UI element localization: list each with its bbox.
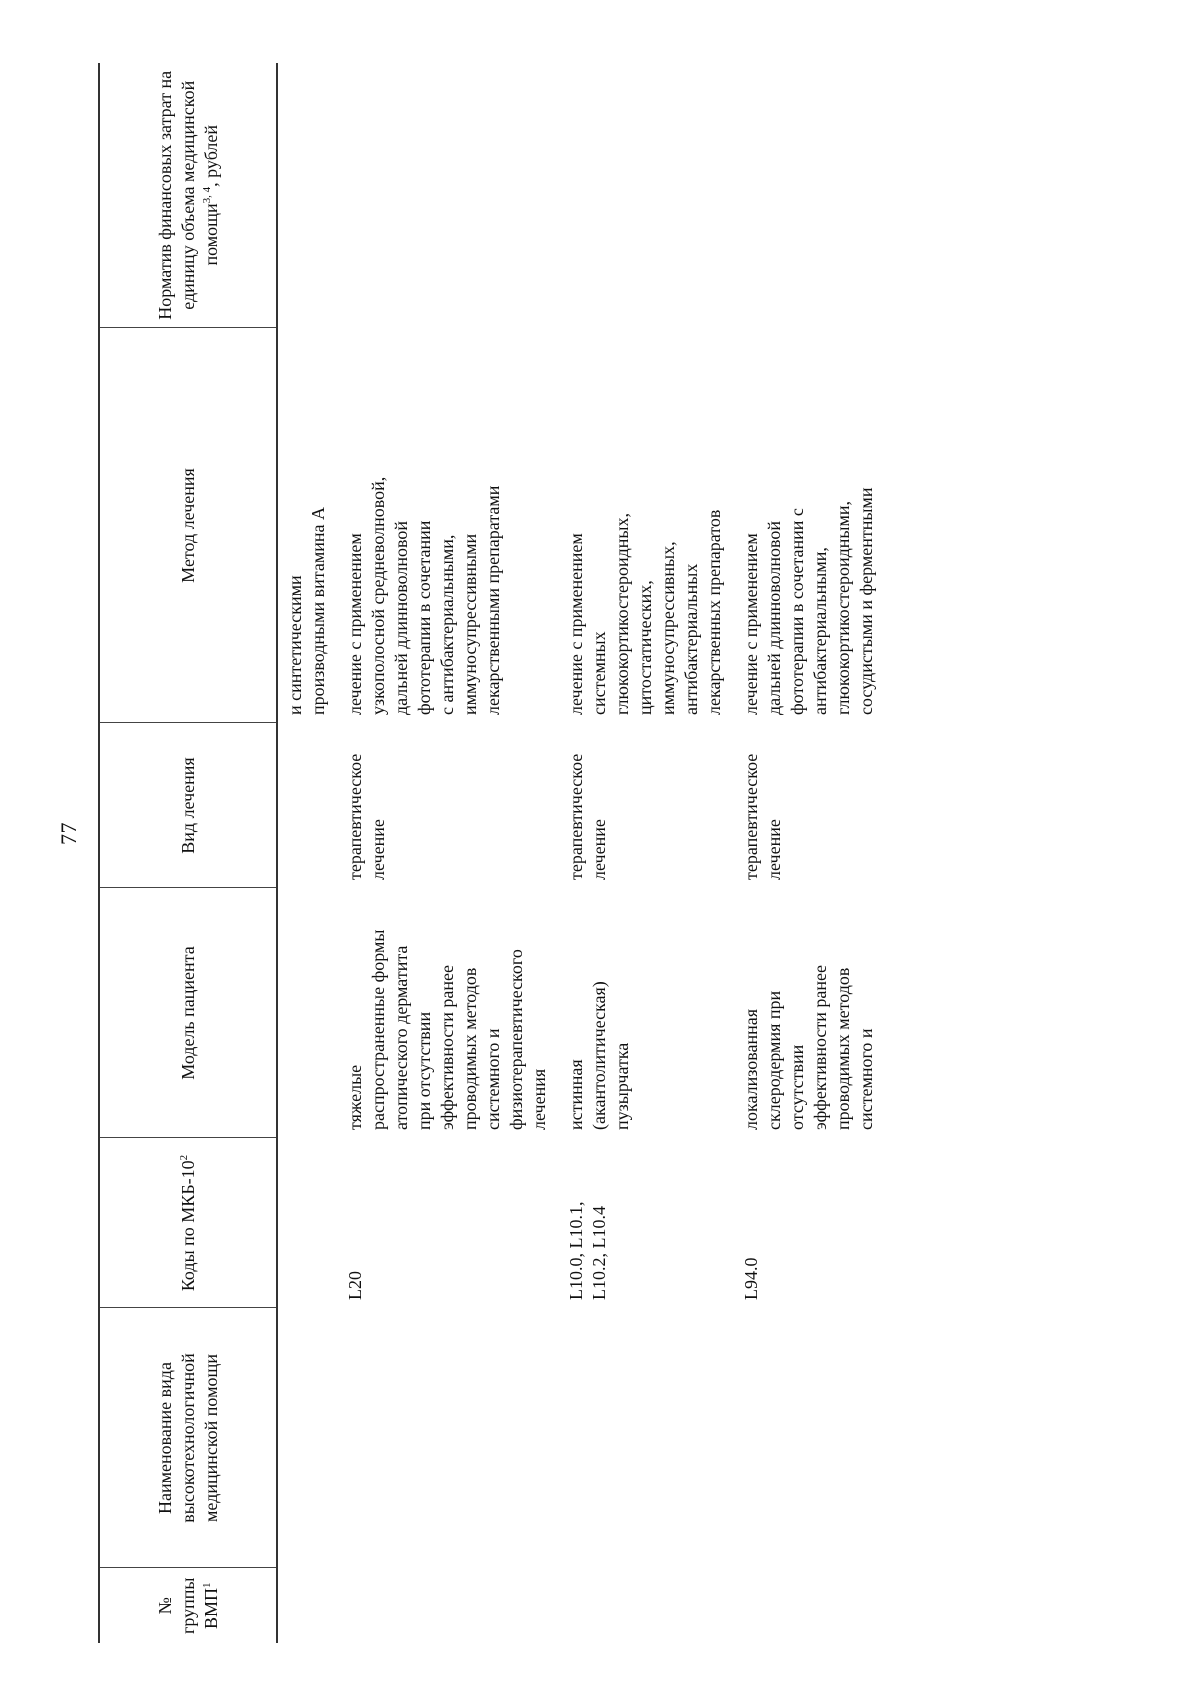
header-cost-norm: [99, 63, 277, 328]
cell-vmp-name: [559, 1308, 734, 1568]
cell-icd-codes: [277, 1138, 338, 1308]
cell-text: L94.0: [741, 1257, 761, 1300]
cell-icd-codes: [559, 1138, 734, 1308]
table-row: [277, 63, 338, 1643]
cell-vmp-name: [277, 1308, 338, 1568]
cell-text: терапевтическое лечение: [345, 753, 388, 880]
header-patient-model-text: Модель пациента: [177, 946, 198, 1080]
table-header-row: [99, 63, 277, 1643]
header-vmp-name-text: Наименование вида высокотехнологичной медицинской помощи: [154, 1353, 221, 1523]
header-treatment-method-text: Метод лечения: [177, 468, 198, 583]
header-cost-norm-text: Норматив финансовых затрат на единицу объема медицинской помощи: [154, 70, 221, 320]
header-icd-codes-text: Коды по МКБ-10: [177, 1160, 198, 1292]
cell-treatment-type: [338, 723, 559, 888]
cell-cost-norm: [338, 63, 559, 328]
cell-treatment-method: [559, 328, 734, 723]
cell-group-no: [338, 1568, 559, 1643]
header-cost-norm-sup: 3, 4: [200, 186, 213, 204]
cell-text: тяжелые распространенные формы атопического дерматита при отсутствии эффективности ранее проводимых методов системного и физиотерапевтического лечения: [345, 929, 549, 1130]
cell-patient-model: [559, 888, 734, 1138]
header-icd-codes: [99, 1138, 277, 1308]
table-row: [559, 63, 734, 1643]
cell-text: терапевтическое лечение: [741, 753, 784, 880]
cell-treatment-method: [338, 328, 559, 723]
cell-icd-codes: [338, 1138, 559, 1308]
cell-cost-norm: [559, 63, 734, 328]
cell-text: лечение с применением системных глюкокортикостероидных, цитостатических, иммуносупрессивных, антибактериальных лекарственных препаратов: [566, 509, 724, 715]
cell-text: истинная (акантолитическая) пузырчатка: [566, 981, 632, 1130]
cell-treatment-method: [734, 328, 886, 723]
cell-treatment-method: [277, 328, 338, 723]
page-number: 77: [56, 822, 81, 845]
table-row: [734, 63, 886, 1643]
header-vmp-name: [99, 1308, 277, 1568]
header-treatment-type: [99, 723, 277, 888]
cell-icd-codes: [734, 1138, 886, 1308]
cell-patient-model: [277, 888, 338, 1138]
header-treatment-type-text: Вид лечения: [177, 757, 198, 854]
header-treatment-method: [99, 328, 277, 723]
cell-text: лечение с применением дальней длинноволновой фототерапии в сочетании с антибактериальными, глюкокортикостероидными, сосудистыми и ферментными: [741, 487, 876, 715]
cell-patient-model: [734, 888, 886, 1138]
cell-treatment-type: [277, 723, 338, 888]
header-cost-norm-tail: , рублей: [200, 124, 221, 187]
cell-group-no: [559, 1568, 734, 1643]
header-patient-model: [99, 888, 277, 1138]
header-group-no-text: № группы ВМП: [154, 1577, 221, 1635]
cell-text: лечение с применением узкополосной средневолновой, дальней длинноволновой фототерапии в сочетании с антибактериальными, иммуносупрессивными лекарственными препаратами: [345, 476, 503, 715]
header-icd-codes-sup: 2: [177, 1154, 190, 1161]
cell-treatment-type: [734, 723, 886, 888]
cell-text: терапевтическое лечение: [566, 753, 609, 880]
cell-text: L10.0, L10.1, L10.2, L10.4: [566, 1201, 609, 1300]
cell-cost-norm: [734, 63, 886, 328]
cell-treatment-type: [559, 723, 734, 888]
cell-text: L20: [345, 1271, 365, 1300]
cell-patient-model: [338, 888, 559, 1138]
vmp-table: [98, 63, 886, 1643]
cell-group-no: [277, 1568, 338, 1643]
cell-cost-norm: [277, 63, 338, 328]
cell-vmp-name: [734, 1308, 886, 1568]
cell-group-no: [734, 1568, 886, 1643]
header-group-no: [99, 1568, 277, 1643]
table-row: [338, 63, 559, 1643]
cell-text: локализованная склеродермия при отсутствии эффективности ранее проводимых методов системного и: [741, 964, 876, 1130]
cell-vmp-name: [338, 1308, 559, 1568]
header-group-no-sup: 1: [200, 1582, 213, 1588]
cell-text: и синтетическими производными витамина А: [285, 507, 328, 715]
